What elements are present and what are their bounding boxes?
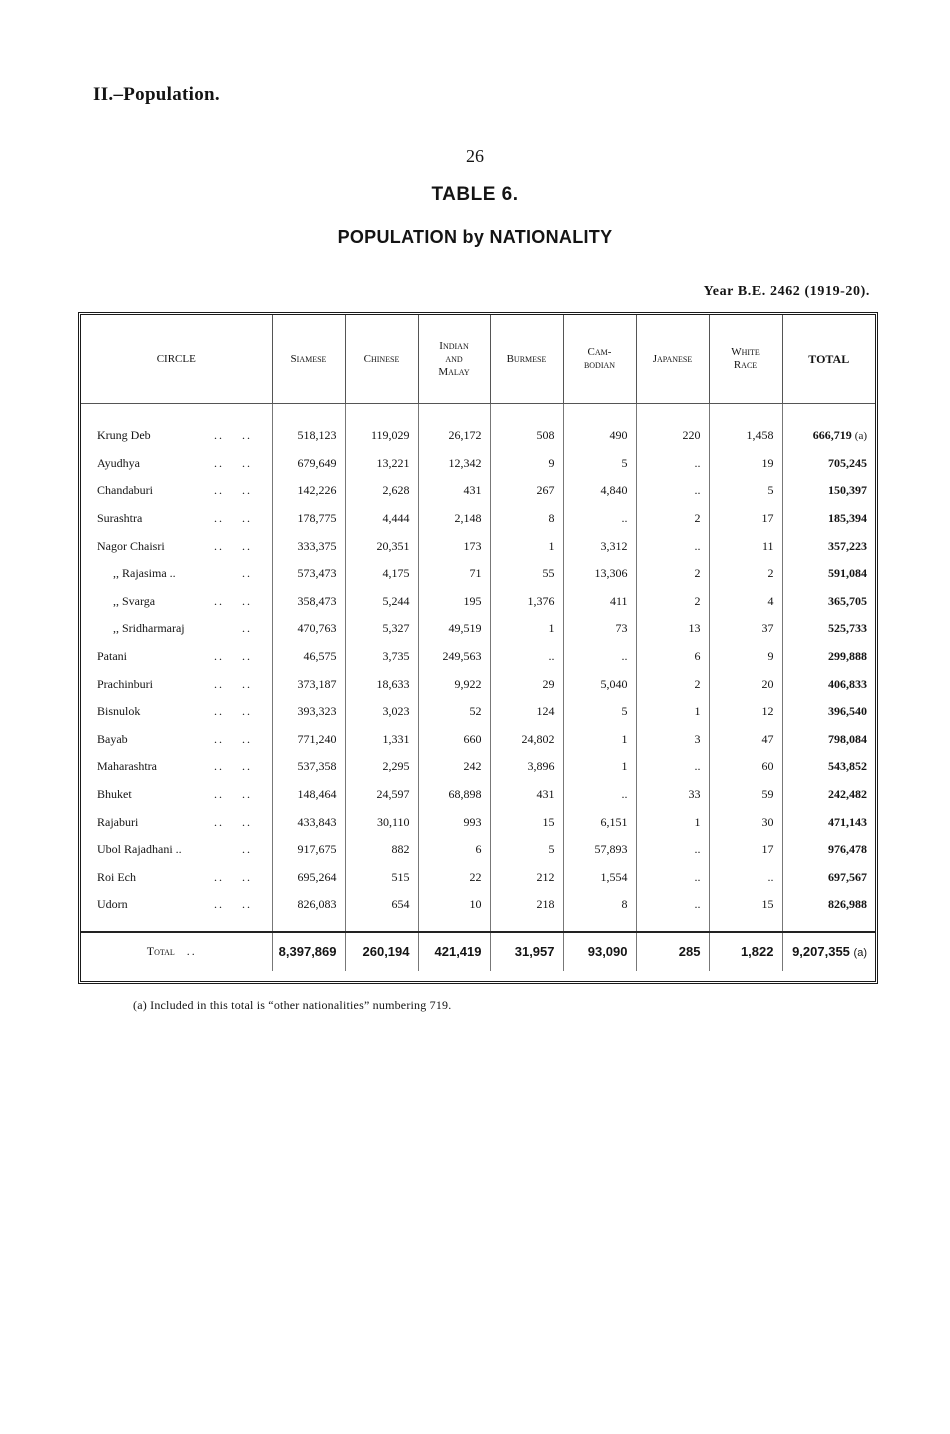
table-row: [81, 726, 875, 754]
total-value: 976,478: [828, 842, 867, 857]
japanese-cell: ..: [636, 891, 709, 932]
leader-dots: ..: [214, 731, 224, 746]
cambodian-cell: 1: [563, 753, 636, 781]
chinese-cell: 18,633: [345, 670, 418, 698]
burmese-cell: 1: [490, 615, 563, 643]
total-cell: [782, 808, 875, 836]
header-cambodian: Cam- bodian: [563, 315, 636, 404]
table-row: [81, 643, 875, 671]
circle-name: Bisnulok: [97, 704, 141, 719]
circle-cell: [81, 836, 272, 864]
leader-dots: ..: [242, 704, 252, 719]
total-cell: [782, 505, 875, 533]
indian-malay-cell: 71: [418, 560, 490, 588]
grand-white-race-cell: 1,822: [709, 932, 782, 971]
table-title: TABLE 6.: [431, 184, 519, 205]
white-race-cell: 11: [709, 532, 782, 560]
cambodian-cell: 1: [563, 726, 636, 754]
table-row: [81, 753, 875, 781]
total-cell: [782, 891, 875, 932]
total-value: 826,988: [828, 897, 867, 912]
cambodian-cell: 3,312: [563, 532, 636, 560]
total-value: 299,888: [828, 649, 867, 664]
chinese-cell: 3,735: [345, 643, 418, 671]
siamese-cell: 518,123: [272, 404, 345, 450]
cambodian-cell: 73: [563, 615, 636, 643]
circle-name: Maharashtra: [97, 759, 157, 774]
total-value: 705,245: [828, 455, 867, 470]
header-white-race: White Race: [709, 315, 782, 404]
leader-dots: ..: [242, 814, 252, 829]
total-cell: [782, 560, 875, 588]
japanese-cell: 13: [636, 615, 709, 643]
table-row: [81, 781, 875, 809]
indian-malay-cell: 26,172: [418, 404, 490, 450]
total-cell: [782, 450, 875, 478]
total-value: 525,733: [828, 621, 867, 636]
siamese-cell: 142,226: [272, 477, 345, 505]
circle-cell: [81, 615, 272, 643]
leader-dots: ..: [214, 483, 224, 498]
siamese-cell: 917,675: [272, 836, 345, 864]
leader-dots: ..: [242, 428, 252, 443]
siamese-cell: 695,264: [272, 864, 345, 892]
siamese-cell: 393,323: [272, 698, 345, 726]
leader-dots: ..: [214, 428, 224, 443]
total-cell: [782, 753, 875, 781]
header-japanese: Japanese: [636, 315, 709, 404]
population-table: [81, 315, 875, 971]
total-cell: [782, 781, 875, 809]
table-row: [81, 864, 875, 892]
grand-chinese-cell: 260,194: [345, 932, 418, 971]
japanese-cell: ..: [636, 477, 709, 505]
leader-dots: ..: [214, 814, 224, 829]
total-value: 666,719: [812, 428, 852, 443]
japanese-cell: 2: [636, 560, 709, 588]
circle-name: Prachinburi: [97, 676, 153, 691]
leader-dots: ..: [214, 869, 224, 884]
grand-burmese-cell: 31,957: [490, 932, 563, 971]
circle-name: Ayudhya: [97, 455, 140, 470]
cambodian-cell: 13,306: [563, 560, 636, 588]
leader-dots: ..: [214, 455, 224, 470]
circle-cell: [81, 781, 272, 809]
leader-dots: ..: [242, 869, 252, 884]
table-row: [81, 532, 875, 560]
circle-name: Udorn: [97, 897, 128, 912]
japanese-cell: 220: [636, 404, 709, 450]
leader-dots: ..: [214, 787, 224, 802]
total-note: (a): [854, 430, 867, 443]
header-siamese: Siamese: [272, 315, 345, 404]
circle-cell: [81, 588, 272, 616]
circle-cell: [81, 864, 272, 892]
japanese-cell: 6: [636, 643, 709, 671]
japanese-cell: 2: [636, 670, 709, 698]
chinese-cell: 882: [345, 836, 418, 864]
indian-malay-cell: 249,563: [418, 643, 490, 671]
cambodian-cell: 1,554: [563, 864, 636, 892]
chinese-cell: 4,444: [345, 505, 418, 533]
burmese-cell: 24,802: [490, 726, 563, 754]
table-row: [81, 836, 875, 864]
circle-cell: [81, 404, 272, 450]
cambodian-cell: 5: [563, 698, 636, 726]
japanese-cell: ..: [636, 836, 709, 864]
header-total: TOTAL: [782, 315, 875, 404]
burmese-cell: 218: [490, 891, 563, 932]
burmese-cell: 5: [490, 836, 563, 864]
burmese-cell: 8: [490, 505, 563, 533]
siamese-cell: 826,083: [272, 891, 345, 932]
indian-malay-cell: 12,342: [418, 450, 490, 478]
white-race-cell: ..: [709, 864, 782, 892]
white-race-cell: 37: [709, 615, 782, 643]
leader-dots: ..: [214, 538, 224, 553]
white-race-cell: 30: [709, 808, 782, 836]
burmese-cell: 55: [490, 560, 563, 588]
table-row: [81, 560, 875, 588]
grand-total-note: (a): [853, 947, 867, 960]
cambodian-cell: 411: [563, 588, 636, 616]
circle-cell: [81, 643, 272, 671]
japanese-cell: 1: [636, 698, 709, 726]
leader-dots: ..: [186, 944, 197, 959]
burmese-cell: 212: [490, 864, 563, 892]
siamese-cell: 373,187: [272, 670, 345, 698]
leader-dots: ..: [214, 676, 224, 691]
leader-dots: ..: [214, 649, 224, 664]
circle-cell: [81, 477, 272, 505]
total-value: 396,540: [828, 704, 867, 719]
white-race-cell: 4: [709, 588, 782, 616]
white-race-cell: 17: [709, 836, 782, 864]
cambodian-cell: ..: [563, 505, 636, 533]
cambodian-cell: 5,040: [563, 670, 636, 698]
burmese-cell: 508: [490, 404, 563, 450]
circle-name: Krung Deb: [97, 428, 151, 443]
circle-cell: [81, 670, 272, 698]
japanese-cell: ..: [636, 532, 709, 560]
table-row: [81, 450, 875, 478]
total-label: Total: [146, 944, 175, 959]
siamese-cell: 433,843: [272, 808, 345, 836]
total-value: 185,394: [828, 511, 867, 526]
cambodian-cell: ..: [563, 643, 636, 671]
page-number: 26: [466, 146, 484, 166]
siamese-cell: 537,358: [272, 753, 345, 781]
circle-cell: [81, 753, 272, 781]
leader-dots: ..: [242, 483, 252, 498]
cambodian-cell: 6,151: [563, 808, 636, 836]
table-row: [81, 588, 875, 616]
chinese-cell: 5,327: [345, 615, 418, 643]
total-cell: [782, 532, 875, 560]
cambodian-cell: 490: [563, 404, 636, 450]
cambodian-cell: ..: [563, 781, 636, 809]
indian-malay-cell: 49,519: [418, 615, 490, 643]
white-race-cell: 17: [709, 505, 782, 533]
chinese-cell: 24,597: [345, 781, 418, 809]
population-table-frame: [78, 312, 878, 984]
leader-dots: ..: [242, 787, 252, 802]
white-race-cell: 20: [709, 670, 782, 698]
leader-dots: ..: [214, 759, 224, 774]
circle-name: Chandaburi: [97, 483, 153, 498]
circle-name: Patani: [97, 649, 127, 664]
header-chinese: Chinese: [345, 315, 418, 404]
cambodian-cell: 5: [563, 450, 636, 478]
burmese-cell: 3,896: [490, 753, 563, 781]
total-label-cell: [81, 932, 272, 971]
total-cell: [782, 615, 875, 643]
indian-malay-cell: 22: [418, 864, 490, 892]
japanese-cell: ..: [636, 450, 709, 478]
japanese-cell: ..: [636, 753, 709, 781]
chinese-cell: 30,110: [345, 808, 418, 836]
circle-name: Bayab: [97, 731, 128, 746]
leader-dots: ..: [242, 593, 252, 608]
indian-malay-cell: 6: [418, 836, 490, 864]
indian-malay-cell: 173: [418, 532, 490, 560]
total-value: 242,482: [828, 787, 867, 802]
white-race-cell: 9: [709, 643, 782, 671]
total-cell: [782, 670, 875, 698]
circle-name: Nagor Chaisri: [97, 538, 165, 553]
table-row: [81, 505, 875, 533]
leader-dots: ..: [242, 621, 252, 636]
chinese-cell: 654: [345, 891, 418, 932]
burmese-cell: 15: [490, 808, 563, 836]
grand-cambodian-cell: 93,090: [563, 932, 636, 971]
leader-dots: ..: [242, 649, 252, 664]
total-cell: [782, 477, 875, 505]
circle-cell: [81, 808, 272, 836]
japanese-cell: 2: [636, 505, 709, 533]
white-race-cell: 47: [709, 726, 782, 754]
total-value: 697,567: [828, 869, 867, 884]
chinese-cell: 13,221: [345, 450, 418, 478]
year-label: Year B.E. 2462 (1919-20).: [703, 284, 870, 299]
indian-malay-cell: 10: [418, 891, 490, 932]
circle-cell: [81, 560, 272, 588]
table-row: [81, 615, 875, 643]
japanese-cell: 33: [636, 781, 709, 809]
siamese-cell: 333,375: [272, 532, 345, 560]
leader-dots: ..: [242, 566, 252, 581]
burmese-cell: 1,376: [490, 588, 563, 616]
grand-siamese-cell: 8,397,869: [272, 932, 345, 971]
total-cell: [782, 864, 875, 892]
leader-dots: ..: [242, 897, 252, 912]
header-burmese: Burmese: [490, 315, 563, 404]
table-row: [81, 698, 875, 726]
circle-cell: [81, 532, 272, 560]
leader-dots: ..: [242, 759, 252, 774]
circle-name: ,, Sridharmaraj: [113, 621, 185, 636]
grand-total-value: 9,207,355: [792, 944, 850, 960]
burmese-cell: 431: [490, 781, 563, 809]
header-indian-malay: Indian and Malay: [418, 315, 490, 404]
japanese-cell: 2: [636, 588, 709, 616]
burmese-cell: 124: [490, 698, 563, 726]
siamese-cell: 573,473: [272, 560, 345, 588]
indian-malay-cell: 993: [418, 808, 490, 836]
table-body: [81, 404, 875, 971]
indian-malay-cell: 68,898: [418, 781, 490, 809]
total-value: 543,852: [828, 759, 867, 774]
total-value: 406,833: [828, 676, 867, 691]
white-race-cell: 15: [709, 891, 782, 932]
cambodian-cell: 4,840: [563, 477, 636, 505]
circle-name: Surashtra: [97, 511, 143, 526]
circle-cell: [81, 505, 272, 533]
siamese-cell: 358,473: [272, 588, 345, 616]
leader-dots: ..: [242, 538, 252, 553]
total-cell: [782, 404, 875, 450]
circle-name: ,, Svarga: [113, 593, 156, 608]
chinese-cell: 119,029: [345, 404, 418, 450]
leader-dots: ..: [242, 511, 252, 526]
chinese-cell: 3,023: [345, 698, 418, 726]
total-row: [81, 932, 875, 971]
leader-dots: ..: [214, 593, 224, 608]
cambodian-cell: 57,893: [563, 836, 636, 864]
circle-name: Bhuket: [97, 787, 132, 802]
siamese-cell: 148,464: [272, 781, 345, 809]
circle-name: Ubol Rajadhani ..: [97, 842, 182, 857]
burmese-cell: 267: [490, 477, 563, 505]
leader-dots: ..: [214, 897, 224, 912]
indian-malay-cell: 242: [418, 753, 490, 781]
burmese-cell: 1: [490, 532, 563, 560]
grand-indian-malay-cell: 421,419: [418, 932, 490, 971]
total-cell: [782, 698, 875, 726]
chinese-cell: 2,295: [345, 753, 418, 781]
japanese-cell: ..: [636, 864, 709, 892]
leader-dots: ..: [214, 704, 224, 719]
leader-dots: ..: [214, 511, 224, 526]
burmese-cell: ..: [490, 643, 563, 671]
circle-name: ,, Rajasima ..: [113, 566, 176, 581]
chinese-cell: 20,351: [345, 532, 418, 560]
indian-malay-cell: 660: [418, 726, 490, 754]
white-race-cell: 1,458: [709, 404, 782, 450]
total-cell: [782, 643, 875, 671]
total-value: 798,084: [828, 731, 867, 746]
chinese-cell: 515: [345, 864, 418, 892]
circle-name: Roi Ech: [97, 869, 136, 884]
table-row: [81, 670, 875, 698]
section-heading: II.–Population.: [93, 84, 220, 105]
japanese-cell: 3: [636, 726, 709, 754]
indian-malay-cell: 195: [418, 588, 490, 616]
white-race-cell: 2: [709, 560, 782, 588]
circle-cell: [81, 726, 272, 754]
siamese-cell: 771,240: [272, 726, 345, 754]
chinese-cell: 1,331: [345, 726, 418, 754]
circle-cell: [81, 891, 272, 932]
grand-japanese-cell: 285: [636, 932, 709, 971]
white-race-cell: 12: [709, 698, 782, 726]
siamese-cell: 178,775: [272, 505, 345, 533]
total-cell: [782, 726, 875, 754]
indian-malay-cell: 9,922: [418, 670, 490, 698]
burmese-cell: 29: [490, 670, 563, 698]
white-race-cell: 5: [709, 477, 782, 505]
total-cell: [782, 836, 875, 864]
cambodian-cell: 8: [563, 891, 636, 932]
indian-malay-cell: 431: [418, 477, 490, 505]
circle-name: Rajaburi: [97, 814, 139, 829]
indian-malay-cell: 52: [418, 698, 490, 726]
grand-total-cell: [782, 932, 875, 971]
chinese-cell: 5,244: [345, 588, 418, 616]
total-value: 150,397: [828, 483, 867, 498]
header-row: [81, 315, 875, 404]
siamese-cell: 470,763: [272, 615, 345, 643]
siamese-cell: 679,649: [272, 450, 345, 478]
footnote: (a) Included in this total is “other nationalities” numbering 719.: [133, 998, 452, 1012]
table-subtitle: POPULATION by NATIONALITY: [337, 227, 613, 247]
total-cell: [782, 588, 875, 616]
burmese-cell: 9: [490, 450, 563, 478]
white-race-cell: 59: [709, 781, 782, 809]
chinese-cell: 4,175: [345, 560, 418, 588]
circle-cell: [81, 698, 272, 726]
table-row: [81, 808, 875, 836]
total-value: 365,705: [828, 593, 867, 608]
total-value: 471,143: [828, 814, 867, 829]
header-circle: CIRCLE: [81, 315, 272, 404]
total-value: 591,084: [828, 566, 867, 581]
white-race-cell: 60: [709, 753, 782, 781]
table-row: [81, 404, 875, 450]
chinese-cell: 2,628: [345, 477, 418, 505]
siamese-cell: 46,575: [272, 643, 345, 671]
leader-dots: ..: [242, 676, 252, 691]
leader-dots: ..: [242, 731, 252, 746]
leader-dots: ..: [242, 842, 252, 857]
white-race-cell: 19: [709, 450, 782, 478]
indian-malay-cell: 2,148: [418, 505, 490, 533]
table-row: [81, 477, 875, 505]
circle-cell: [81, 450, 272, 478]
total-value: 357,223: [828, 538, 867, 553]
leader-dots: ..: [242, 455, 252, 470]
table-row: [81, 891, 875, 932]
japanese-cell: 1: [636, 808, 709, 836]
